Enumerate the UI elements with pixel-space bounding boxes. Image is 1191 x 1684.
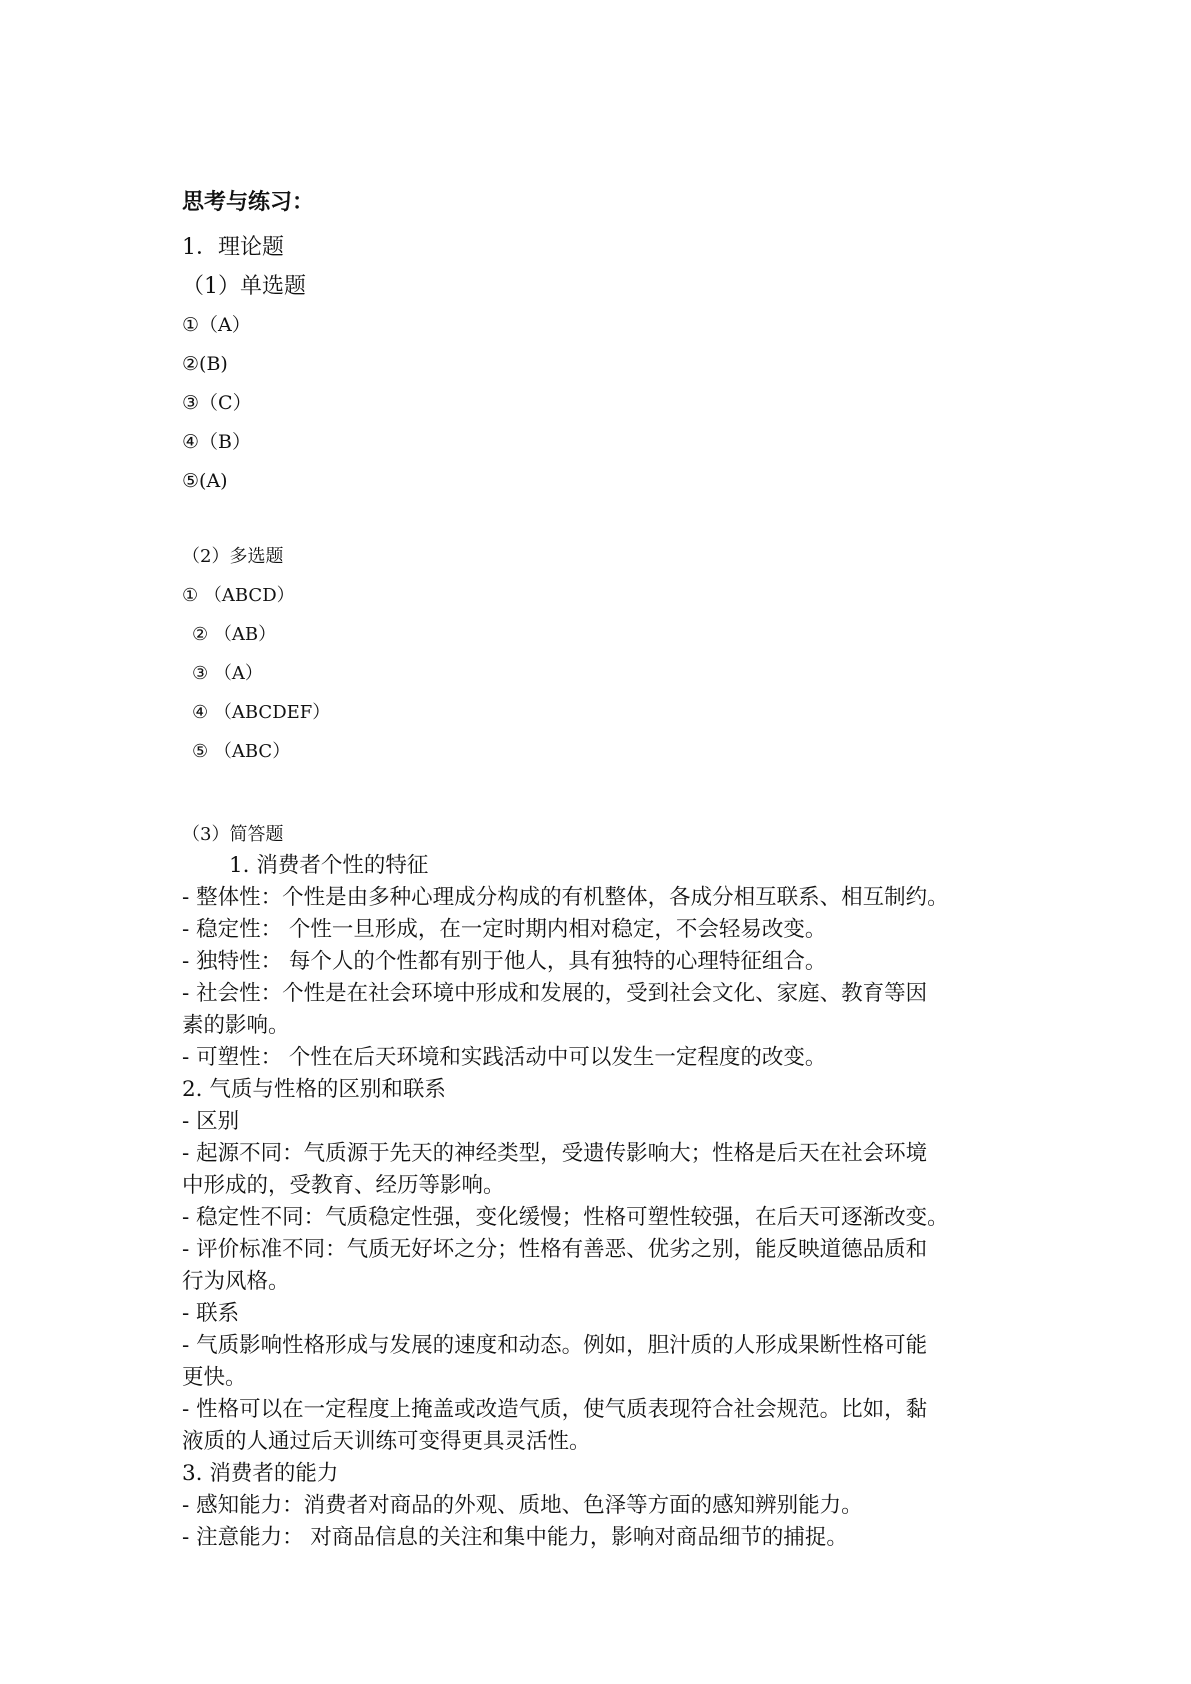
single-choice-answer: ②(B) xyxy=(182,353,228,375)
answer-line: - 独特性： 每个人的个性都有别于他人，具有独特的心理特征组合。 xyxy=(182,949,827,974)
multiple-choice-section xyxy=(182,537,1024,771)
short-answer-title-block xyxy=(182,817,1024,853)
answer-line: - 气质影响性格形成与发展的速度和动态。例如，胆汁质的人形成果断性格可能 xyxy=(182,1333,928,1358)
answer-line: - 可塑性： 个性在后天环境和实践活动中可以发生一定程度的改变。 xyxy=(182,1045,827,1070)
answer-line: 更快。 xyxy=(182,1365,247,1390)
single-choice-answer: ⑤(A) xyxy=(182,470,228,492)
single-choice-answer: ①（A） xyxy=(182,314,251,336)
answer-line: - 评价标准不同：气质无好坏之分；性格有善恶、优劣之别，能反映道德品质和 xyxy=(182,1237,928,1262)
single-choice-answer: ④（B） xyxy=(182,431,251,453)
section-title: 1．理论题 xyxy=(182,235,284,260)
multiple-choice-answer: ③ （A） xyxy=(192,663,263,684)
page-heading: 思考与练习： xyxy=(182,189,315,215)
answer-heading: 1. 消费者个性的特征 xyxy=(229,853,429,878)
answer-line: - 稳定性不同：气质稳定性强，变化缓慢；性格可塑性较强，在后天可逐渐改变。 xyxy=(182,1205,949,1230)
answer-line: - 社会性：个性是在社会环境中形成和发展的，受到社会文化、家庭、教育等因 xyxy=(182,981,928,1006)
short-answer-title: （3）简答题 xyxy=(182,824,284,845)
multiple-choice-answer: ① （ABCD） xyxy=(182,585,295,606)
short-answer-body xyxy=(182,850,1024,1554)
answer-line: - 起源不同：气质源于先天的神经类型，受遗传影响大；性格是后天在社会环境 xyxy=(182,1141,928,1166)
answer-line: - 整体性：个性是由多种心理成分构成的有机整体，各成分相互联系、相互制约。 xyxy=(182,885,949,910)
multiple-choice-title: （2）多选题 xyxy=(182,546,284,567)
single-choice-title: （1）单选题 xyxy=(182,274,306,299)
multiple-choice-answer: ④ （ABCDEF） xyxy=(192,702,331,723)
multiple-choice-answer: ② （AB） xyxy=(192,624,277,645)
answer-line: - 联系 xyxy=(182,1301,240,1326)
answer-line: - 稳定性： 个性一旦形成，在一定时期内相对稳定，不会轻易改变。 xyxy=(182,917,827,942)
answer-line: 中形成的，受教育、经历等影响。 xyxy=(182,1173,505,1198)
answer-heading: 3. 消费者的能力 xyxy=(182,1461,339,1486)
theory-section xyxy=(182,228,1024,501)
answer-heading: 2. 气质与性格的区别和联系 xyxy=(182,1077,446,1102)
answer-line: - 性格可以在一定程度上掩盖或改造气质，使气质表现符合社会规范。比如，黏 xyxy=(182,1397,928,1422)
document-page xyxy=(182,0,1024,1684)
answer-line: - 感知能力：消费者对商品的外观、质地、色泽等方面的感知辨别能力。 xyxy=(182,1493,863,1518)
answer-line: 液质的人通过后天训练可变得更具灵活性。 xyxy=(182,1429,591,1454)
answer-line: - 区别 xyxy=(182,1109,240,1134)
answer-line: 行为风格。 xyxy=(182,1269,290,1294)
answer-line: 素的影响。 xyxy=(182,1013,290,1038)
answer-line: - 注意能力： 对商品信息的关注和集中能力，影响对商品细节的捕捉。 xyxy=(182,1525,848,1550)
single-choice-answer: ③（C） xyxy=(182,392,252,414)
multiple-choice-answer: ⑤ （ABC） xyxy=(192,741,291,762)
